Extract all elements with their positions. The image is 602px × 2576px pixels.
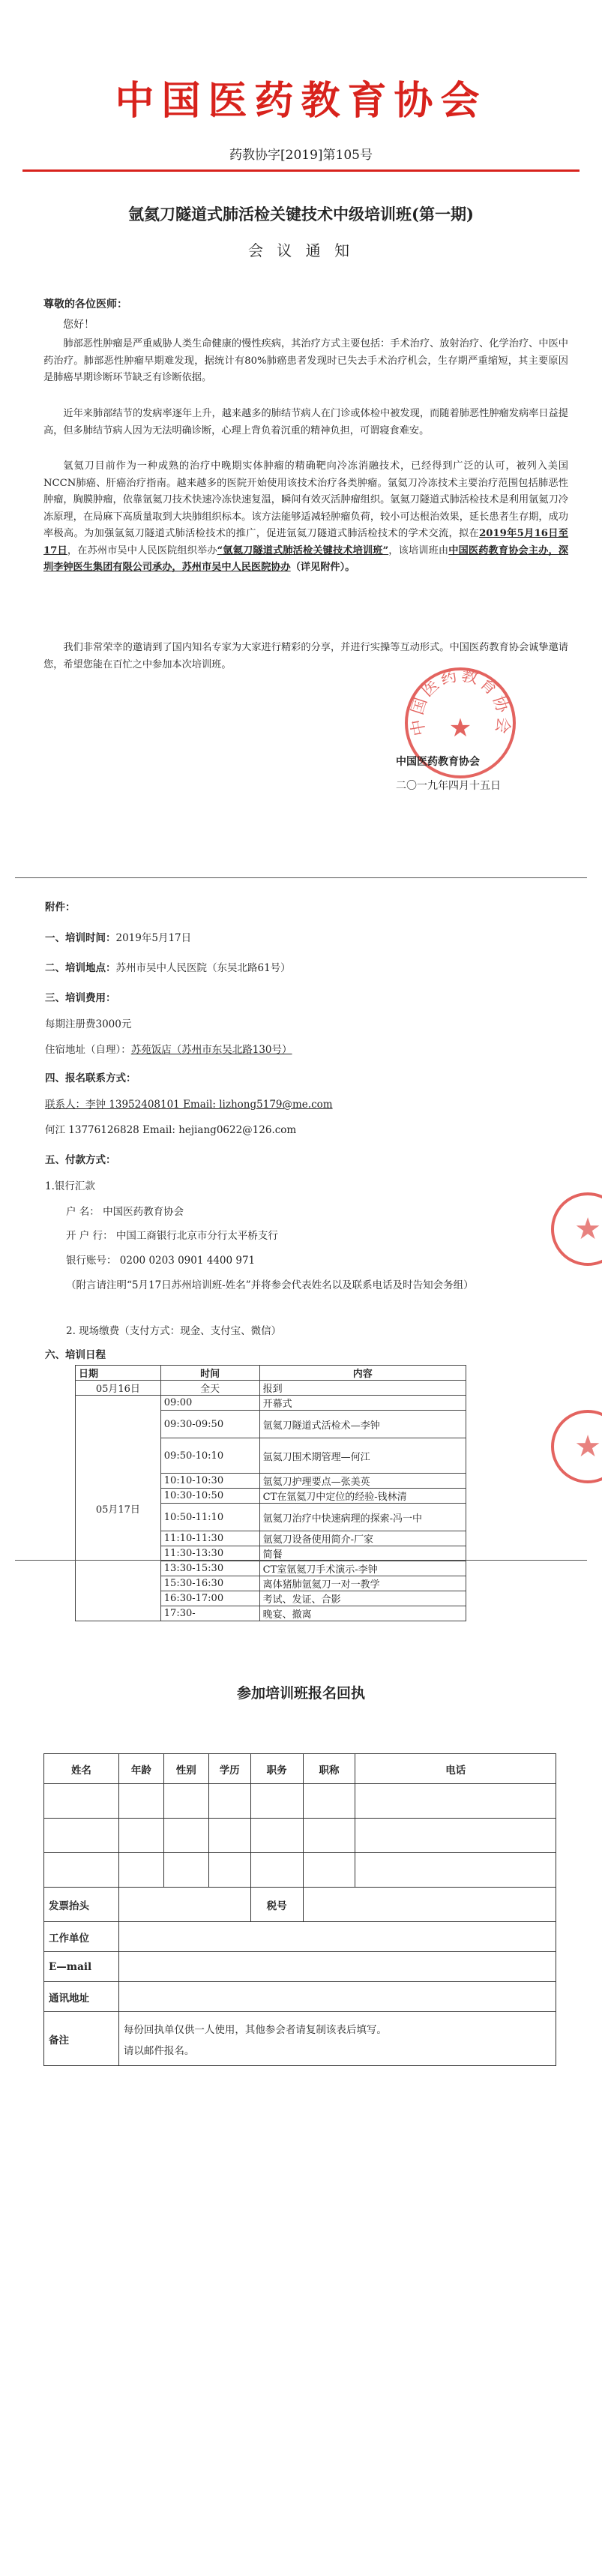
input-cell[interactable] xyxy=(163,1819,208,1853)
schedule-header-time: 时间 xyxy=(160,1366,259,1381)
input-cell[interactable] xyxy=(44,1819,119,1853)
time-cell: 15:30-16:30 xyxy=(160,1576,259,1591)
paragraph-4: 我们非常荣幸的邀请到了国内知名专家为大家进行精彩的分享，并进行实操等互动形式。中国医药教育协会诚挚邀请您，希望您能在百忙之中参加本次培训班。 xyxy=(43,642,568,670)
tax-input[interactable] xyxy=(303,1888,556,1922)
signature-org: 中国医药教育协会 xyxy=(396,756,480,768)
header-age: 年龄 xyxy=(118,1754,163,1784)
onsite-payment: 2. 现场缴费（支付方式：现金、支付宝、微信） xyxy=(66,1325,282,1337)
lodging-value: 苏苑饭店（苏州市东吴北路130号） xyxy=(130,1044,292,1056)
note-label: 备注 xyxy=(44,2012,119,2066)
lodging xyxy=(45,1041,292,1056)
table-row xyxy=(76,1381,466,1396)
bank-transfer-label: 1.银行汇款 xyxy=(45,1180,95,1192)
table-row xyxy=(44,1853,556,1888)
time-cell: 10:30-10:50 xyxy=(160,1489,259,1504)
header-education: 学历 xyxy=(208,1754,250,1784)
address-input[interactable] xyxy=(118,1982,556,2012)
content-cell: 报到 xyxy=(259,1381,466,1396)
schedule-header-content: 内容 xyxy=(259,1366,466,1381)
schedule-header-date: 日期 xyxy=(76,1366,161,1381)
paragraph-3-mid: ，在苏州市吴中人民医院组织举办 xyxy=(67,544,217,556)
meeting-notice-heading: 会 议 通 知 xyxy=(247,241,355,259)
date-cell: 05月16日 xyxy=(76,1381,161,1396)
paragraph-3-text: 氩氦刀目前作为一种成熟的治疗中晚期实体肿瘤的精确靶向冷冻消融技术，已经得到广泛的认可，被列入美国NCCN肺癌、肝癌治疗指南。越来越多的医院开始使用该技术治疗各类肿瘤。氩氦刀冷冻技术主要治疗范围包括肺恶性肿瘤，胸膜肿瘤，依靠氩氦刀技术快速冷冻快速复温，瞬间有效灭活肿瘤组织。氩氦刀隧道式肺活检技术是利用氩氦刀冷冻原理，在局麻下高质量取到大块肺组织标本。该方法能够适减轻肿瘤负荷，较小可达根治效果，延长患者生存期，成功率极高。为加强氩氦刀隧道式肺活检技术的推广，促进氩氦刀隧道式肺活检技术的学术交流，拟在 xyxy=(43,460,568,539)
note-line-1: 每份回执单仅供一人使用，其他参会者请复制该表后填写。 xyxy=(123,2023,387,2036)
content-cell: 简餐 xyxy=(259,1546,466,1561)
email-input[interactable] xyxy=(118,1952,556,1982)
contact-2: 何江 13776126828 Email: hejiang0622@126.com xyxy=(45,1124,297,1136)
header-title: 职称 xyxy=(303,1754,355,1784)
signature-date: 二〇一九年四月十五日 xyxy=(396,780,501,792)
table-row xyxy=(76,1396,466,1411)
header-position: 职务 xyxy=(250,1754,303,1784)
input-cell[interactable] xyxy=(250,1853,303,1888)
input-cell[interactable] xyxy=(355,1784,556,1819)
input-cell[interactable] xyxy=(303,1784,355,1819)
org-title: 中国医药教育协会 xyxy=(115,79,487,124)
content-cell: CT在氩氦刀中定位的经验-钱林清 xyxy=(259,1489,466,1504)
input-cell[interactable] xyxy=(355,1853,556,1888)
input-cell[interactable] xyxy=(163,1784,208,1819)
invoice-input[interactable] xyxy=(118,1888,250,1922)
content-cell: 氩氦刀围术期管理—何江 xyxy=(259,1438,466,1474)
registration-title: 参加培训班报名回执 xyxy=(236,1685,365,1702)
content-cell: 氩氦刀护理要点—张美英 xyxy=(259,1474,466,1489)
input-cell[interactable] xyxy=(250,1784,303,1819)
input-cell[interactable] xyxy=(208,1853,250,1888)
payment-remark: （附言请注明“5月17日苏州培训班-姓名”并将参会代表姓名以及联系电话及时告知会务组） xyxy=(66,1279,474,1291)
account-number: 银行账号： 0200 0203 0901 4400 971 xyxy=(66,1255,256,1267)
paragraph-3-mid2: ，该培训班由 xyxy=(388,544,449,556)
date-cell: 05月17日 xyxy=(76,1396,161,1621)
content-cell: 氩氦刀治疗中快速病理的探索-冯一中 xyxy=(259,1504,466,1531)
header-gender: 性别 xyxy=(163,1754,208,1784)
attachment-label: 附件： xyxy=(45,901,76,913)
time-cell: 17:30- xyxy=(160,1606,259,1621)
input-cell[interactable] xyxy=(208,1784,250,1819)
section-time xyxy=(45,929,191,944)
greeting: 您好！ xyxy=(63,319,94,331)
input-cell[interactable] xyxy=(303,1819,355,1853)
lodging-label: 住宿地址（自理）： xyxy=(45,1044,131,1056)
registration-header-row xyxy=(44,1754,556,1784)
time-cell: 10:50-11:10 xyxy=(160,1504,259,1531)
time-cell: 11:30-13:30 xyxy=(160,1546,259,1561)
course-name: “氩氦刀隧道式肺活检关键技术培训班” xyxy=(217,544,389,556)
email-label: E—mail xyxy=(44,1952,119,1982)
note-line-2: 请以邮件报名。 xyxy=(123,2044,195,2057)
schedule-table xyxy=(75,1365,466,1621)
input-cell[interactable] xyxy=(118,1819,163,1853)
time-cell: 09:30-09:50 xyxy=(160,1411,259,1438)
input-cell[interactable] xyxy=(163,1853,208,1888)
note-cell xyxy=(118,2012,556,2066)
salutation: 尊敬的各位医师： xyxy=(43,298,127,310)
input-cell[interactable] xyxy=(44,1853,119,1888)
content-cell: 晚宴、撤离 xyxy=(259,1606,466,1621)
attachment-seal-1 xyxy=(551,1192,602,1266)
content-cell: 离体猪肺氩氦刀一对一教学 xyxy=(259,1576,466,1591)
paragraph-1: 肺部恶性肿瘤是严重威胁人类生命健康的慢性疾病，其治疗方式主要包括：手术治疗、放射治疗、化学治疗、中医中药治疗。肺部恶性肿瘤早期难发现，据统计有80%肺癌患者发现时已失去手术治疗机会，生存期严重缩短，其主要原因是肺癌早期诊断环节缺乏有诊断依据。 xyxy=(43,338,568,383)
time-cell: 11:10-11:30 xyxy=(160,1531,259,1546)
table-row xyxy=(44,2012,556,2066)
training-dates: 2019年5月16日至17日 xyxy=(43,528,568,556)
table-row xyxy=(44,1982,556,2012)
seal-star-icon: ★ xyxy=(574,1429,601,1464)
header-name: 姓名 xyxy=(44,1754,119,1784)
attachment-seal-2 xyxy=(551,1410,602,1483)
table-row xyxy=(44,1952,556,1982)
fee-value: 每期注册费3000元 xyxy=(45,1018,132,1030)
time-cell: 10:10-10:30 xyxy=(160,1474,259,1489)
red-divider-line xyxy=(22,169,580,172)
time-cell: 13:30-15:30 xyxy=(160,1561,259,1576)
input-cell[interactable] xyxy=(118,1784,163,1819)
section-location-value: 苏州市吴中人民医院（东吴北路61号） xyxy=(115,962,291,974)
time-cell: 16:30-17:00 xyxy=(160,1591,259,1606)
input-cell[interactable] xyxy=(250,1819,303,1853)
document-title: 氩氦刀隧道式肺活检关键技术中级培训班(第一期) xyxy=(128,205,474,223)
unit-input[interactable] xyxy=(118,1922,556,1952)
registration-table xyxy=(43,1753,556,2066)
content-cell: 考试、发证、合影 xyxy=(259,1591,466,1606)
time-cell: 09:00 xyxy=(160,1396,259,1411)
input-cell[interactable] xyxy=(118,1853,163,1888)
input-cell[interactable] xyxy=(44,1784,119,1819)
content-cell: 氩氦刀隧道式活检术—李钟 xyxy=(259,1411,466,1438)
page-divider xyxy=(15,877,587,878)
content-cell: 开幕式 xyxy=(259,1396,466,1411)
section-schedule-title: 六、培训日程 xyxy=(45,1349,106,1361)
svg-text:中国医药教育协会: 中国医药教育协会 xyxy=(408,670,513,738)
section-location-title: 二、培训地点： xyxy=(45,962,116,974)
page-divider xyxy=(15,1560,587,1561)
time-cell: 09:50-10:10 xyxy=(160,1438,259,1474)
seal-star-icon: ★ xyxy=(574,1212,601,1246)
invoice-label: 发票抬头 xyxy=(44,1888,119,1922)
address-label: 通讯地址 xyxy=(44,1982,119,2012)
input-cell[interactable] xyxy=(355,1819,556,1853)
tax-label: 税号 xyxy=(250,1888,303,1922)
section-location xyxy=(45,959,291,974)
input-cell[interactable] xyxy=(208,1819,250,1853)
table-row xyxy=(44,1819,556,1853)
section-time-title: 一、培训时间： xyxy=(45,932,116,944)
bank-name: 开 户 行： 中国工商银行北京市分行太平桥支行 xyxy=(66,1230,278,1242)
paragraph-2: 近年来肺部结节的发病率逐年上升，越来越多的肺结节病人在门诊或体检中被发现，而随着肺恶性肿瘤发病率日益提高，但多肺结节病人因为无法明确诊断，心理上背负着沉重的精神负担，可谓寝食难安。 xyxy=(43,408,568,436)
table-row xyxy=(44,1784,556,1819)
header-phone: 电话 xyxy=(355,1754,556,1784)
host-organizers: 中国医药教育协会主办，深圳李钟医生集团有限公司承办，苏州市吴中人民医院协办 xyxy=(43,544,569,573)
table-row xyxy=(44,1922,556,1952)
section-payment-title: 五、付款方式： xyxy=(45,1154,116,1166)
section-fee-title: 三、培训费用： xyxy=(45,992,116,1004)
contact-1: 联系人：李钟 13952408101 Email: lizhong5179@me.com xyxy=(45,1099,333,1111)
content-cell: 氩氦刀设备使用简介-厂家 xyxy=(259,1531,466,1546)
document-number: 药教协字[2019]第105号 xyxy=(229,148,373,163)
schedule-header-row xyxy=(76,1366,466,1381)
paragraph-3-end: （详见附件）。 xyxy=(290,562,355,573)
section-time-value: 2019年5月17日 xyxy=(115,932,192,944)
time-cell: 全天 xyxy=(160,1381,259,1396)
table-row xyxy=(44,1888,556,1922)
account-name: 户 名： 中国医药教育协会 xyxy=(66,1206,184,1218)
content-cell: CT室氩氦刀手术演示-李钟 xyxy=(259,1561,466,1576)
paragraph-3 xyxy=(43,458,568,577)
seal-star-icon: ★ xyxy=(448,713,472,743)
section-contact-title: 四、报名联系方式： xyxy=(45,1072,136,1084)
input-cell[interactable] xyxy=(303,1853,355,1888)
unit-label: 工作单位 xyxy=(44,1922,119,1952)
